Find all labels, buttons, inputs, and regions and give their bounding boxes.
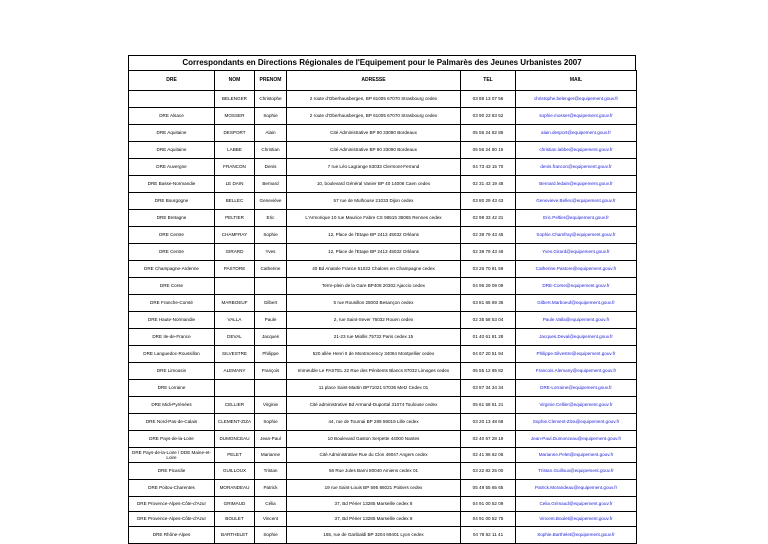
table-row (129, 227, 637, 244)
table-row (129, 261, 637, 278)
header-row (129, 71, 637, 91)
cell-nom: CLEMENT-ZIZA (215, 414, 255, 431)
cell-nom: MARBOEUF (215, 295, 255, 312)
page-title: Correspondants en Directions Régionales de l'Equipement pour le Palmarès des Jeunes Urbanistes 2007 (128, 55, 636, 70)
table-row (129, 91, 637, 108)
table-row (129, 193, 637, 210)
cell-nom: FRANCON (215, 159, 255, 176)
cell-prenom: Eric (255, 210, 287, 227)
cell-prenom: Patrick (255, 480, 287, 497)
cell-tel: 02 99 33 42 31 (461, 210, 516, 227)
cell-tel: 04 67 20 51 94 (461, 346, 516, 363)
cell-prenom: François (255, 363, 287, 380)
cell-tel: 01 40 61 81 28 (461, 329, 516, 346)
cell-mail[interactable]: Genevieve.Bellec@equipement.gouv.fr (516, 193, 637, 210)
cell-tel: 04 95 29 09 09 (461, 278, 516, 295)
header-nom: NOM (215, 71, 255, 91)
cell-dre: DRE Lorraine (129, 380, 215, 397)
cell-dre: DRE Languedoc-Roussillon (129, 346, 215, 363)
cell-dre: DRE Centre (129, 227, 215, 244)
cell-dre: DRE Limousin (129, 363, 215, 380)
cell-mail[interactable]: Tristan.Guilloux@equipement.gouv.fr (516, 463, 637, 480)
cell-tel: 03 90 23 83 52 (461, 108, 516, 125)
table-row (129, 312, 637, 329)
cell-tel: 05 55 12 95 82 (461, 363, 516, 380)
contacts-table (128, 70, 637, 544)
cell-nom: PELET (215, 448, 255, 463)
cell-dre: DRE Ile-de-France (129, 329, 215, 346)
cell-dre: DRE Aquitaine (129, 125, 215, 142)
cell-adresse: 57 rue de Mulhouse 21033 Dijon cedex (287, 193, 461, 210)
table-row (129, 159, 637, 176)
cell-nom: DEVAL (215, 329, 255, 346)
cell-dre: DRE Pays-de-la-Loire (129, 431, 215, 448)
cell-dre: DRE Haute-Normandie (129, 312, 215, 329)
cell-nom: DUMONCEAU (215, 431, 255, 448)
cell-dre: DRE Centre (129, 244, 215, 261)
cell-dre: DRE Provence-Alpes-Côte-d'Azur (129, 497, 215, 512)
cell-dre: DRE Midi-Pyrénées (129, 397, 215, 414)
table-row (129, 108, 637, 125)
cell-dre: DRE Bretagne (129, 210, 215, 227)
cell-tel: 03 87 34 34 34 (461, 380, 516, 397)
cell-mail[interactable]: Patrick.Morandeau@equipement.gouv.fr (516, 480, 637, 497)
cell-dre: DRE Bourgogne (129, 193, 215, 210)
cell-adresse: 37, Bd Périer 13285 Marseille cedex 8 (287, 497, 461, 512)
cell-mail[interactable]: Jean-Paul.Dumonceau@equipement.gouv.fr (516, 431, 637, 448)
cell-tel: 02 38 79 43 45 (461, 227, 516, 244)
cell-adresse: 40 Bd Anatole France 51022 Chalons en Champagne cedex (287, 261, 461, 278)
cell-tel: 03 81 65 69 36 (461, 295, 516, 312)
cell-prenom: Vincent (255, 512, 287, 527)
cell-nom: CELLIER (215, 397, 255, 414)
cell-tel: 04 91 00 52 09 (461, 497, 516, 512)
cell-mail[interactable]: Paule.Valla@equipement.gouv.fr (516, 312, 637, 329)
cell-prenom: Sophie (255, 108, 287, 125)
cell-mail[interactable]: Eric.Peltier@equipement.gouv.fr (516, 210, 637, 227)
cell-adresse: Immeuble Le PASTEL 22 Rue des Pénitents Blancs 87032 Limoges cedex (287, 363, 461, 380)
cell-nom: PELTIER (215, 210, 255, 227)
cell-mail[interactable]: denis.francon@equipement.gouv.fr (516, 159, 637, 176)
cell-prenom: Sophie (255, 414, 287, 431)
cell-nom: GRIMAUD (215, 497, 255, 512)
cell-mail[interactable]: Catherine.Pastore@equipement.gouv.fr (516, 261, 637, 278)
cell-dre: DRE Rhône-Alpes (129, 527, 215, 544)
cell-tel: 03 20 13 48 68 (461, 414, 516, 431)
cell-dre: DRE Franche-Comté (129, 295, 215, 312)
table-row (129, 463, 637, 480)
table-row (129, 363, 637, 380)
cell-dre: DRE Aquitaine (129, 142, 215, 159)
cell-mail[interactable]: Sophie.Clement-Ziza@equipement.gouv.fr (516, 414, 637, 431)
cell-dre (129, 91, 215, 108)
header-adresse: ADRESSE (287, 71, 461, 91)
table-row (129, 414, 637, 431)
cell-tel: 03 88 13 07 56 (461, 91, 516, 108)
cell-tel: 05 49 55 65 65 (461, 480, 516, 497)
cell-adresse: 7 rue Léo Lagrange 63033 Clermont-Ferrand (287, 159, 461, 176)
cell-nom: GUILLOUX (215, 463, 255, 480)
cell-nom: GIRARD (215, 244, 255, 261)
table-row (129, 295, 637, 312)
table-row (129, 278, 637, 295)
cell-tel: 02 35 58 53 04 (461, 312, 516, 329)
cell-dre: DRE Poitou-Charentes (129, 480, 215, 497)
cell-mail[interactable]: Sophie.Barthelet@equipement.gouv.fr (516, 527, 637, 544)
table-row (129, 512, 637, 527)
cell-nom: MORANDEAU (215, 480, 255, 497)
cell-prenom: Alain (255, 125, 287, 142)
cell-prenom: Virginie (255, 397, 287, 414)
cell-nom (215, 278, 255, 295)
cell-nom: LE DAIN (215, 176, 255, 193)
contact-sheet (128, 55, 636, 544)
cell-tel: 05 56 24 82 85 (461, 125, 516, 142)
cell-dre: DRE Nord-Pas-de-Calais (129, 414, 215, 431)
cell-nom: BARTHELET (215, 527, 255, 544)
header-prenom: PRENOM (255, 71, 287, 91)
cell-adresse: Cité administrative Bd Armand-Duportal 31074 Toulouse cedex (287, 397, 461, 414)
cell-adresse: Cité Administrative BP 90 33090 Bordeaux (287, 125, 461, 142)
cell-tel: 02 41 86 62 06 (461, 448, 516, 463)
cell-dre: DRE Picardie (129, 463, 215, 480)
cell-mail[interactable]: Sophie.Chamfray@equipement.gouv.fr (516, 227, 637, 244)
table-row (129, 210, 637, 227)
table-row (129, 244, 637, 261)
cell-nom (215, 380, 255, 397)
cell-adresse: 37, Bd Périer 13285 Marseille cedex 8 (287, 512, 461, 527)
cell-adresse: 2 route d'Oberhausbergen, BP 61005 67070 Strasbourg cedex (287, 91, 461, 108)
cell-dre: DRE Corse (129, 278, 215, 295)
header-mail: MAIL (516, 71, 637, 91)
cell-mail[interactable]: Bernard.ledain@equipement.gouv.fr (516, 176, 637, 193)
cell-nom: BOULET (215, 512, 255, 527)
cell-prenom: Catherine (255, 261, 287, 278)
table-row (129, 142, 637, 159)
cell-mail[interactable]: DRE-Lorraine@equipement.gouv.fr (516, 380, 637, 397)
cell-tel: 05 56 24 80 15 (461, 142, 516, 159)
cell-dre: DRE Champagne-Ardenne (129, 261, 215, 278)
cell-adresse: 520 allée Henri II de Montmorency 34064 Montpellier cedex (287, 346, 461, 363)
cell-adresse: 56 Rue Jules Barni 80040 Amiens cedex 01 (287, 463, 461, 480)
table-row (129, 480, 637, 497)
table-body (129, 91, 637, 544)
cell-prenom (255, 278, 287, 295)
cell-mail[interactable]: Vincent.Boulet@equipement.gouv.fr (516, 512, 637, 527)
table-row (129, 329, 637, 346)
cell-prenom: Yves (255, 244, 287, 261)
table-row (129, 380, 637, 397)
cell-nom: ALEMANY (215, 363, 255, 380)
cell-adresse: 19 rue Saint-Louis BP 595 86021 Poitiers cedex (287, 480, 461, 497)
cell-prenom: Denis (255, 159, 287, 176)
cell-mail[interactable]: Yves.Girard@equipement.gouv.fr (516, 244, 637, 261)
cell-mail[interactable]: Jacques.Deval@equipement.gouv.fr (516, 329, 637, 346)
cell-mail[interactable]: Celia.Grimaud@equipement.gouv.fr (516, 497, 637, 512)
cell-mail[interactable]: christophe.belenger@equipement.gouv.fr (516, 91, 637, 108)
cell-nom: VALLA (215, 312, 255, 329)
cell-prenom: Christophe (255, 91, 287, 108)
header-dre: DRE (129, 71, 215, 91)
cell-dre: DRE Provence-Alpes-Côte-d'Azur (129, 512, 215, 527)
cell-prenom: Marianne (255, 448, 287, 463)
cell-nom: DESPORT (215, 125, 255, 142)
table-row (129, 527, 637, 544)
cell-mail[interactable]: sophie.mosser@equipement.gouv.fr (516, 108, 637, 125)
cell-prenom: Sophie (255, 527, 287, 544)
table-row (129, 346, 637, 363)
cell-adresse: 44, rue de Tournai BP 289 59019 Lille cedex (287, 414, 461, 431)
cell-adresse: 21-23 rue Miollis 75732 Paris cedex 15 (287, 329, 461, 346)
cell-dre: DRE Auvergne (129, 159, 215, 176)
cell-mail[interactable]: Philippe.Silvestre@equipement.gouv.fr (516, 346, 637, 363)
cell-prenom: Tristan (255, 463, 287, 480)
table-row (129, 431, 637, 448)
cell-prenom: Célia (255, 497, 287, 512)
table-row (129, 448, 637, 463)
cell-nom: MOSSER (215, 108, 255, 125)
cell-mail[interactable]: Gilbert.Marboeuf@equipement.gouv.fr (516, 295, 637, 312)
cell-prenom: Jacques (255, 329, 287, 346)
cell-mail[interactable]: Virginie.Cellier@equipement.gouv.fr (516, 397, 637, 414)
table-row (129, 397, 637, 414)
table-row (129, 497, 637, 512)
cell-mail[interactable]: DRE-Corse@equipement.gouv.fr (516, 278, 637, 295)
cell-tel: 03 26 70 81 59 (461, 261, 516, 278)
cell-adresse: 10, boulevard Général Vanier BP 40 14006 Caen cedex (287, 176, 461, 193)
cell-adresse: 10 Boulevard Gaston Serpette 44000 Nantes (287, 431, 461, 448)
cell-adresse: 11 place Saint-Martin BP71021 57036 Metz Cedex 01 (287, 380, 461, 397)
cell-prenom (255, 380, 287, 397)
cell-prenom: Geneviève (255, 193, 287, 210)
cell-prenom: Bernard (255, 176, 287, 193)
cell-nom: PASTORE (215, 261, 255, 278)
table-row (129, 125, 637, 142)
cell-dre: DRE Pays-de-la-Loire / DDE Maine-et-Loire (129, 448, 215, 463)
cell-prenom: Sophie (255, 227, 287, 244)
cell-adresse: 165, rue de Garibaldi BP 3204 69401 Lyon cedex (287, 527, 461, 544)
cell-adresse: 2, rue Saint-Sever 76032 Rouen cedex (287, 312, 461, 329)
cell-tel: 03 22 82 25 00 (461, 463, 516, 480)
table-row (129, 176, 637, 193)
cell-prenom: Paule (255, 312, 287, 329)
cell-prenom: Christian (255, 142, 287, 159)
cell-adresse: 2 route d'Oberhausbergen, BP 61005 67070 Strasbourg cedex (287, 108, 461, 125)
cell-prenom: Philippe (255, 346, 287, 363)
cell-adresse: 12, Place de l'Etape BP 2413 45032 Orléans (287, 227, 461, 244)
cell-prenom: Gilbert (255, 295, 287, 312)
cell-tel: 02 40 67 28 19 (461, 431, 516, 448)
cell-mail[interactable]: Francois.Alemany@equipement.gouv.fr (516, 363, 637, 380)
cell-mail[interactable]: christian.labbe@equipement.gouv.fr (516, 142, 637, 159)
cell-tel: 02 31 43 19 48 (461, 176, 516, 193)
cell-tel: 04 73 43 15 70 (461, 159, 516, 176)
cell-tel: 03 80 29 43 43 (461, 193, 516, 210)
cell-tel: 04 78 62 11 41 (461, 527, 516, 544)
cell-dre: DRE Alsace (129, 108, 215, 125)
cell-adresse: L'Armorique 10 rue Maurice Fabre CS 96515 35065 Rennes cedex (287, 210, 461, 227)
cell-mail[interactable]: alain.desport@equipement.gouv.fr (516, 125, 637, 142)
cell-nom: SILVESTRE (215, 346, 255, 363)
cell-mail[interactable]: Marianne.Pelet@equipement.gouv.fr (516, 448, 637, 463)
cell-adresse: Cité Administrative BP 90 33090 Bordeaux (287, 142, 461, 159)
cell-nom: CHAMFRAY (215, 227, 255, 244)
cell-adresse: 12, Place de l'Etape BP 2413 45032 Orléans (287, 244, 461, 261)
cell-tel: 02 38 79 43 46 (461, 244, 516, 261)
header-tel: TEL (461, 71, 516, 91)
cell-adresse: 5 rue Rousillon 25003 Besançon cedex (287, 295, 461, 312)
cell-nom: LABBE (215, 142, 255, 159)
cell-prenom: Jean-Paul (255, 431, 287, 448)
cell-adresse: Cité Administrative Rue du Clon 49047 Angers cedex (287, 448, 461, 463)
cell-nom: BELENGER (215, 91, 255, 108)
cell-dre: DRE Basse-Normandie (129, 176, 215, 193)
cell-tel: 05 61 58 51 21 (461, 397, 516, 414)
cell-tel: 04 91 00 52 75 (461, 512, 516, 527)
cell-nom: BELLEC (215, 193, 255, 210)
cell-adresse: Terre-plein de la Gare BP408 20302 Ajaccio cedex (287, 278, 461, 295)
